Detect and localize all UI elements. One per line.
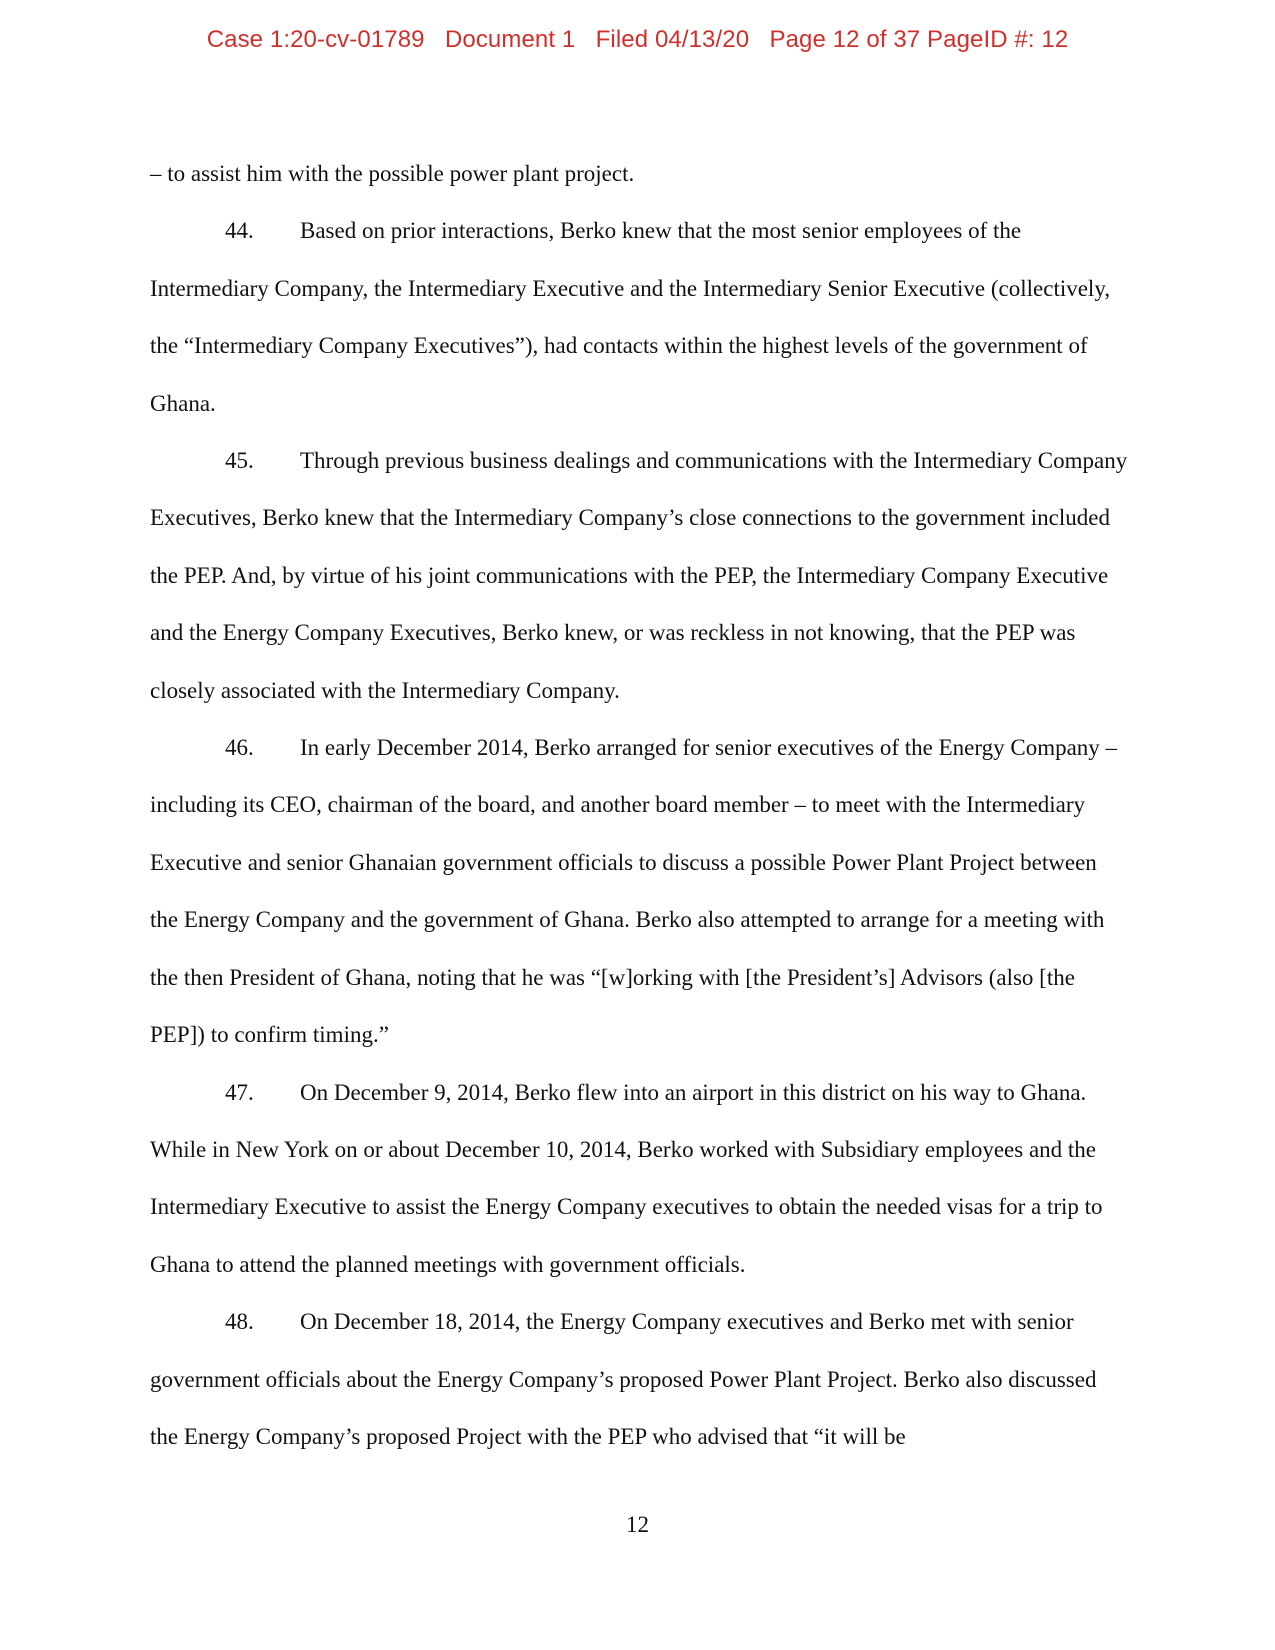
paragraph-text: On December 9, 2014, Berko flew into an airport in this district on his way to Ghana. While in New York on or about December 10, 2014, Berko worked with Subsidiary employees and the Intermediary Executive to assist the Energy Company executives to obtain the needed visas for a trip to Ghana to attend the planned meetings with government officials. <box>150 1079 1103 1277</box>
document-body <box>150 145 1130 1465</box>
case-number: Case 1:20-cv-01789 <box>206 26 425 53</box>
filed-date: Filed 04/13/20 <box>595 26 750 53</box>
page-info: Page 12 of 37 PageID #: 12 <box>769 26 1069 53</box>
paragraph-number: 47. <box>225 1079 254 1105</box>
paragraph-45 <box>150 432 1130 719</box>
paragraph-48 <box>150 1293 1130 1465</box>
paragraph-44 <box>150 202 1130 432</box>
paragraph-text: Through previous business dealings and communications with the Intermediary Company Executives, Berko knew that the Intermediary Company’s close connections to the government included the PEP. And, by virtue of his joint communications with the PEP, the Intermediary Company Executive and the Energy Company Executives, Berko knew, or was reckless in not knowing, that the PEP was closely associated with the Intermediary Company. <box>150 448 1128 703</box>
continuation-text: – to assist him with the possible power plant project. <box>150 161 635 186</box>
document-number: Document 1 <box>444 26 576 53</box>
paragraph-number: 46. <box>225 735 254 761</box>
case-header <box>0 26 1275 54</box>
paragraph-47 <box>150 1064 1130 1294</box>
paragraph-46 <box>150 719 1130 1063</box>
paragraph-text: Based on prior interactions, Berko knew that the most senior employees of the Intermediary Company, the Intermediary Executive and the Intermediary Senior Executive (collectively, the “Intermediary Company Executives”), had contacts within the highest levels of the government of Ghana. <box>150 218 1111 416</box>
paragraph-number: 45. <box>225 448 254 474</box>
paragraph-number: 48. <box>225 1309 254 1335</box>
page-number: 12 <box>626 1512 649 1537</box>
paragraph-number: 44. <box>225 218 254 244</box>
paragraph-text: On December 18, 2014, the Energy Company executives and Berko met with senior government officials about the Energy Company’s proposed Power Plant Project. Berko also discussed the Energy Company’s proposed Project with the PEP who advised that “it will be <box>150 1309 1097 1449</box>
paragraph-text: In early December 2014, Berko arranged for senior executives of the Energy Company – including its CEO, chairman of the board, and another board member – to meet with the Intermediary Executive and senior Ghanaian government officials to discuss a possible Power Plant Project between the Energy Company and the government of Ghana. Berko also attempted to arrange for a meeting with the then President of Ghana, noting that he was “[w]orking with [the President’s] Advisors (also [the PEP]) to confirm timing.” <box>150 735 1118 1048</box>
